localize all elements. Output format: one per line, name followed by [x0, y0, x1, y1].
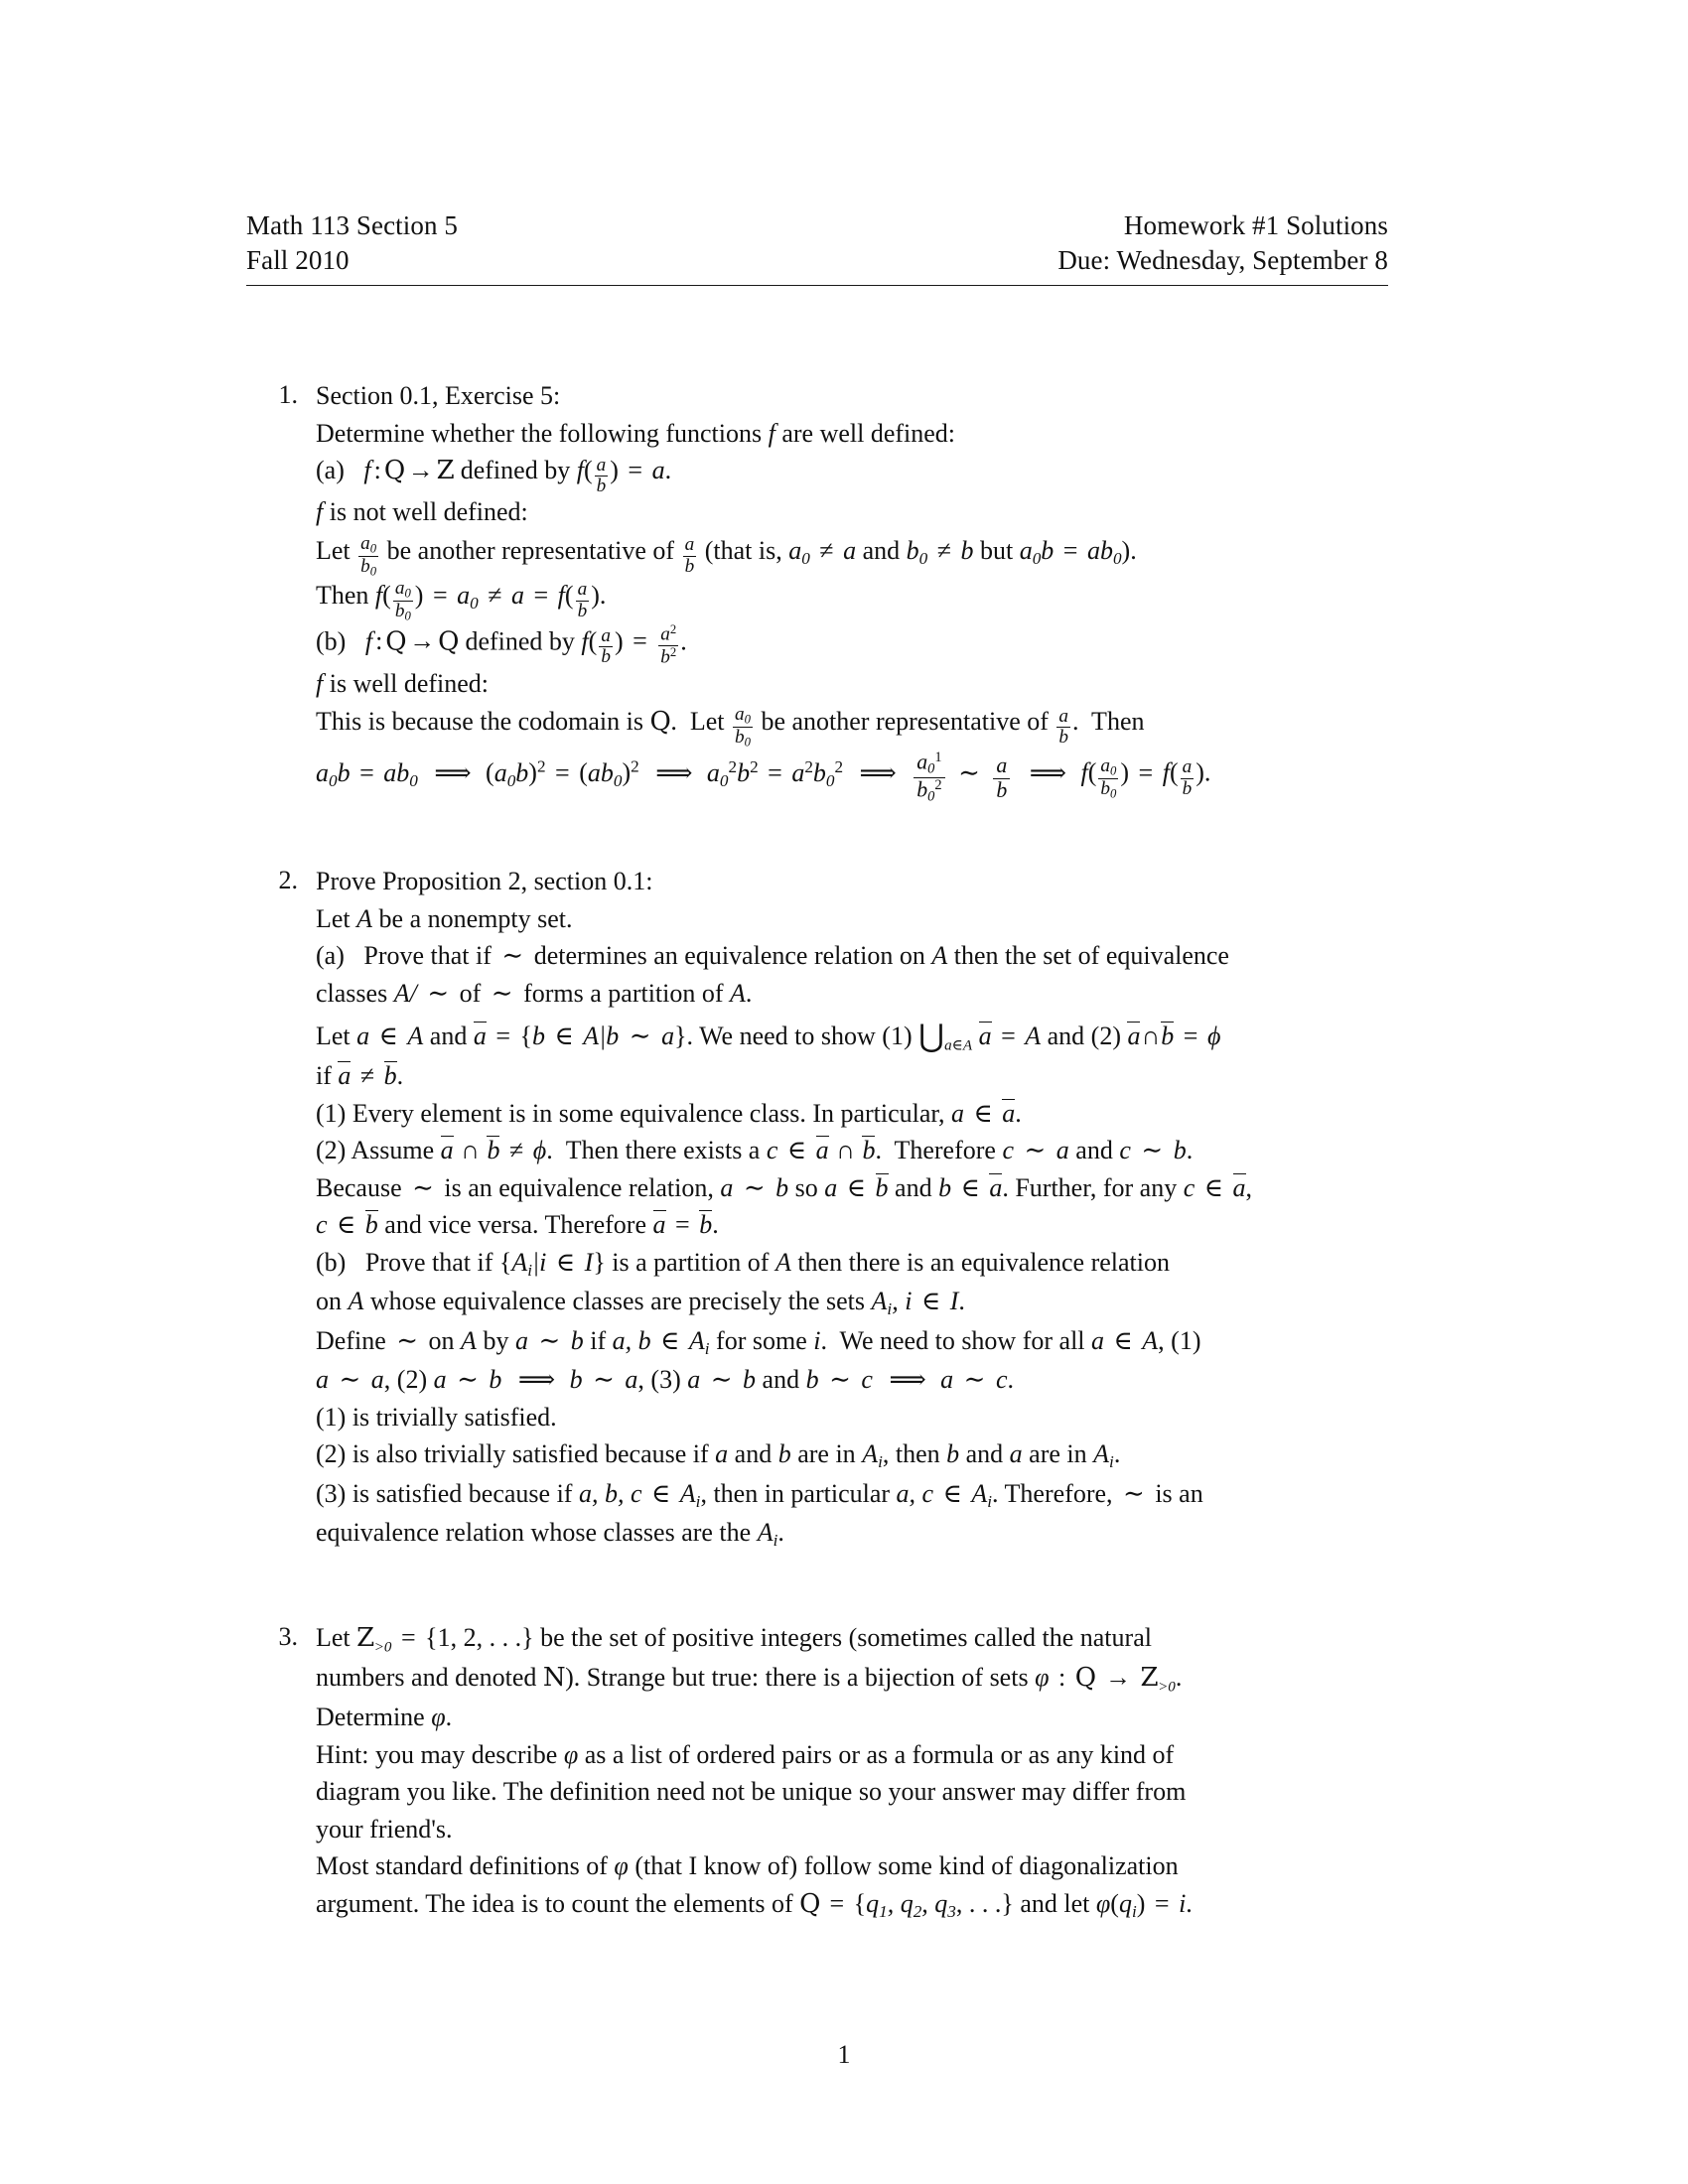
problem-2a-proof-line-2: if a ≠ b. [316, 1061, 404, 1091]
problem-2a-statement-line-1: (a) Prove that if ∼ determines an equivalence relation on A then the set of equivalence [316, 941, 1229, 971]
problem-1-number: 1. [278, 380, 298, 410]
problem-1a-proof-line-2: Then f( $\frac{a_0}{b_0}$ ) = $a_0 \ne a = f$( $\frac{a}{b}$ ). [316, 577, 607, 623]
problem-2 [246, 863, 1388, 1553]
problem-1-title: Section 0.1, Exercise 5: [316, 381, 561, 411]
problem-3-answer-line-2: argument. The idea is to count the elements of $Q = \{q_1$, $q_2$, $q_3$, . . .} and let $\varphi(q_i) = i$. [316, 1888, 1193, 1921]
problem-2-prompt: Let A be a nonempty set. [316, 903, 573, 933]
problem-3-statement-line-1: Let $Z_{>0} = \{1$, 2, . . .} be the set of positive integers (sometimes called the natural [316, 1622, 1152, 1656]
problem-3-number: 3. [278, 1621, 298, 1651]
problem-3-hint-line-3: your friend's. [316, 1814, 453, 1843]
part-label-2a: (a) [316, 941, 345, 971]
problem-2b-proof-line-1: Define ∼ on A by a ∼ b if a, b ∈ $A_i$ for some i. We need to show for all a ∈ A, (1) [316, 1325, 1201, 1358]
problem-2a-proof-line-4: (2) Assume a ∩ b ≠ ϕ. Then there exists a c ∈ a ∩ b. Therefore c ∼ a and c ∼ b. [316, 1136, 1194, 1165]
problem-1a-verdict: f is not well defined: [316, 497, 528, 527]
problem-2a-proof-line-3: (1) Every element is in some equivalence class. In particular, a ∈ a. [316, 1098, 1022, 1128]
problem-2a-proof-line-1: Let a ∈ A and a = {b ∈ A|b ∼ a}. We need to show (1) $⋃_{a\in A}$ a = A and (2) a∩b = ϕ [316, 1018, 1221, 1054]
problem-2b-proof-line-6: equivalence relation whose classes are the $A_i$. [316, 1518, 784, 1550]
part-label-1a: (a) [316, 455, 345, 484]
problem-2b-statement-line-2: on A whose equivalence classes are precisely the sets $A_i$, i ∈ I. [316, 1287, 965, 1318]
problem-3-statement-line-3: Determine φ. [316, 1703, 453, 1732]
document-header [246, 208, 1388, 277]
problem-3 [246, 1619, 1388, 1925]
problem-1b-statement: (b) f : Q → Q defined by f( $\frac{a}{b}$ ) = $\frac{a^2}{b^2}$ . [316, 621, 687, 668]
problem-3-statement-line-2: numbers and denoted N). Strange but true: there is a bijection of sets φ : $Q \to Z_{>0}$. [316, 1662, 1183, 1696]
problem-2-number: 2. [278, 866, 298, 895]
page-content [246, 208, 1388, 1924]
course-title: Math 113 Section 5 [246, 210, 459, 240]
problem-1-prompt: Determine whether the following functions f are well defined: [316, 418, 956, 448]
problem-1b-verdict: f is well defined: [316, 668, 490, 698]
header-divider [246, 285, 1388, 286]
page-number: 1 [837, 2040, 851, 2069]
problem-3-answer-line-1: Most standard definitions of φ (that I know of) follow some kind of diagonalization [316, 1851, 1179, 1881]
problem-2b-statement-line-1: (b) Prove that if {$A_i|i$ ∈ I} is a partition of A then there is an equivalence relation [316, 1247, 1170, 1280]
problem-3-hint-line-2: diagram you like. The definition need not be unique so your answer may differ from [316, 1777, 1187, 1807]
problem-1 [246, 377, 1388, 805]
problem-2b-proof-line-4: (2) is also trivially satisfied because if a and b are in $A_i$, then b and a are in $A_i$. [316, 1439, 1121, 1471]
header-left-block [246, 208, 458, 277]
problem-2b-proof-line-5: (3) is satisfied because if a, b, c ∈ $A_i$, then in particular a, c ∈ $A_i$. Therefore, ∼ is an [316, 1478, 1203, 1511]
problem-2a-statement-line-2: classes A/ ∼ of ∼ forms a partition of A. [316, 978, 753, 1008]
term-label: Fall 2010 [246, 244, 350, 275]
problem-3-hint-line-1: Hint: you may describe φ as a list of ordered pairs or as a formula or as any kind of [316, 1739, 1175, 1769]
part-label-1b: (b) [316, 626, 347, 656]
problem-2b-proof-line-3: (1) is trivially satisfied. [316, 1402, 557, 1432]
problem-2b-proof-line-2: a ∼ a, (2) a ∼ b ⟹ b ∼ a, (3) a ∼ b and b ∼ c ⟹ a ∼ c. [316, 1365, 1014, 1395]
assignment-title: Homework #1 Solutions [1123, 210, 1388, 240]
problem-2-title: Prove Proposition 2, section 0.1: [316, 867, 653, 896]
problem-1a-statement: (a) f : Q → Z defined by f( $\frac{a}{b}$ ) = a. [316, 454, 672, 497]
part-label-2b: (b) [316, 1247, 347, 1277]
problem-1b-proof-line-1: This is because the codomain is Q. Let $\frac{a_0}{b_0}$ be another representative of $\frac{a}{b}$ . Then [316, 704, 1145, 750]
due-date: Due: Wednesday, September 8 [1057, 244, 1388, 275]
problem-2a-proof-line-6: c ∈ b and vice versa. Therefore a = b. [316, 1210, 719, 1240]
problem-1a-proof-line-1: Let $\frac{a_0}{b_0}$ be another representative of $\frac{a}{b}$ (that is, $a_0 \ne a$ and $b_0 \ne b$ but $a_0b = ab_0$). [316, 532, 1137, 579]
problem-1b-equation-chain: $a_0b = ab_0$ ⟹ $(a_0b)^2 = (ab_0)^2$ ⟹ $a_0^2b^2 = a^2b_0^2$ ⟹ $\frac{a_0^1}{b_0^2}$ ∼ $\frac{a}{b}$ ⟹ f( $\frac{a_0}{b_0}$ ) = f( $\frac{a}{b}$ ). [316, 750, 1211, 805]
problem-2a-proof-line-5: Because ∼ is an equivalence relation, a ∼ b so a ∈ b and b ∈ a. Further, for any c ∈ a, [316, 1172, 1252, 1202]
header-right-block [1057, 208, 1388, 277]
